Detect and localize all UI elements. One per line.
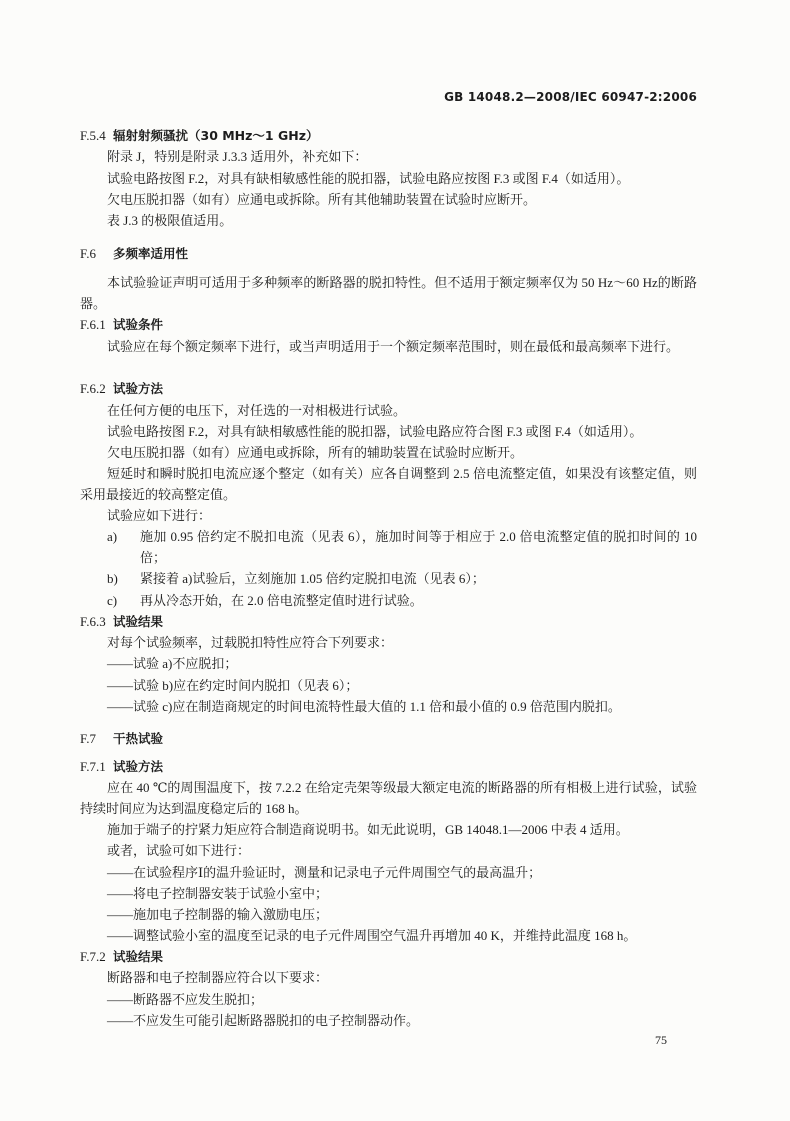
list-item bbox=[107, 568, 697, 589]
heading-f7-2 bbox=[80, 946, 163, 967]
heading-number: F.7 bbox=[80, 731, 96, 746]
paragraph: 本试验验证声明可适用于多种频率的断路器的脱扣特性。但不适用于额定频率仅为 50 Hz～60 Hz的断路器。 bbox=[80, 275, 697, 311]
dash-item: ——调整试验小室的温度至记录的电子元件周围空气温升再增加 40 K，并维持此温度 168 h。 bbox=[107, 928, 637, 943]
paragraph: 欠电压脱扣器（如有）应通电或拆除。所有其他辅助装置在试验时应断开。 bbox=[107, 192, 537, 207]
list-text: 施加 0.95 倍约定不脱扣电流（见表 6），施加时间等于相应于 2.0 倍电流整定值的脱扣时间的 10 倍； bbox=[140, 529, 697, 565]
dash-item: ——试验 a)不应脱扣； bbox=[107, 656, 238, 671]
heading-f6-1 bbox=[80, 314, 163, 335]
heading-number: F.6 bbox=[80, 246, 96, 261]
dash-item: ——试验 b)应在约定时间内脱扣（见表 6）； bbox=[107, 678, 359, 693]
heading-f6 bbox=[80, 243, 188, 264]
heading-title: 干热试验 bbox=[113, 731, 164, 746]
heading-f5-4 bbox=[80, 125, 318, 146]
paragraph: 试验电路按图 F.2，对具有缺相敏感性能的脱扣器，试验电路应符合图 F.3 或图 F.4（如适用）。 bbox=[107, 424, 643, 439]
heading-number: F.5.4 bbox=[80, 128, 106, 143]
paragraph: 附录 J，特别是附录 J.3.3 适用外，补充如下： bbox=[107, 149, 368, 164]
paragraph: 短延时和瞬时脱扣电流应逐个整定（如有关）应各自调整到 2.5 倍电流整定值，如果没有该整定值，则采用最接近的较高整定值。 bbox=[80, 466, 697, 502]
heading-title: 试验结果 bbox=[113, 949, 164, 964]
heading-title: 试验条件 bbox=[113, 317, 164, 332]
heading-number: F.7.2 bbox=[80, 949, 106, 964]
dash-item: ——断路器不应发生脱扣； bbox=[107, 992, 264, 1007]
paragraph: 试验应在每个额定频率下进行，或当声明适用于一个额定频率范围时，则在最低和最高频率下进行。 bbox=[107, 339, 680, 354]
paragraph: 欠电压脱扣器（如有）应通电或拆除，所有的辅助装置在试验时应断开。 bbox=[107, 445, 524, 460]
heading-f7 bbox=[80, 728, 163, 749]
heading-title: 试验方法 bbox=[113, 759, 164, 774]
heading-number: F.7.1 bbox=[80, 759, 106, 774]
list-text: 紧接着 a)试验后，立刻施加 1.05 倍约定脱扣电流（见表 6）； bbox=[140, 571, 485, 586]
heading-number: F.6.2 bbox=[80, 381, 106, 396]
paragraph: 断路器和电子控制器应符合以下要求： bbox=[107, 970, 329, 985]
page-number: 75 bbox=[655, 1033, 667, 1047]
list-label: c) bbox=[107, 593, 118, 608]
paragraph: 表 J.3 的极限值适用。 bbox=[107, 213, 233, 228]
dash-item: ——试验 c)应在制造商规定的时间电流特性最大值的 1.1 倍和最小值的 0.9 倍范围内脱扣。 bbox=[107, 699, 621, 714]
list-text: 再从冷态开始，在 2.0 倍电流整定值时进行试验。 bbox=[140, 593, 423, 608]
heading-title: 辐射射频骚扰（30 MHz～1 GHz） bbox=[113, 128, 319, 143]
heading-title: 多频率适用性 bbox=[113, 246, 189, 261]
paragraph: 试验应如下进行： bbox=[107, 508, 212, 523]
heading-f7-1 bbox=[80, 756, 163, 777]
paragraph: 在任何方便的电压下，对任选的一对相极进行试验。 bbox=[107, 403, 407, 418]
heading-number: F.6.3 bbox=[80, 614, 106, 629]
dash-item: ——将电子控制器安装于试验小室中； bbox=[107, 886, 329, 901]
paragraph: 应在 40 ℃的周围温度下，按 7.2.2 在给定壳架等级最大额定电流的断路器的所有相极上进行试验，试验持续时间应为达到温度稳定后的 168 h。 bbox=[80, 780, 697, 816]
heading-title: 试验方法 bbox=[113, 381, 164, 396]
list-label: b) bbox=[107, 571, 118, 586]
paragraph: 或者，试验可如下进行： bbox=[107, 843, 251, 858]
heading-f6-2 bbox=[80, 378, 163, 399]
paragraph: 试验电路按图 F.2，对具有缺相敏感性能的脱扣器，试验电路应按图 F.3 或图 F.4（如适用）。 bbox=[107, 171, 630, 186]
list-item bbox=[107, 526, 697, 568]
standard-code-header: GB 14048.2—2008/IEC 60947-2:2006 bbox=[444, 90, 697, 104]
paragraph: 对每个试验频率，过载脱扣特性应符合下列要求： bbox=[107, 635, 394, 650]
dash-item: ——不应发生可能引起断路器脱扣的电子控制器动作。 bbox=[107, 1013, 420, 1028]
dash-item: ——在试验程序Ⅰ的温升验证时，测量和记录电子元件周围空气的最高温升； bbox=[107, 865, 542, 880]
heading-number: F.6.1 bbox=[80, 317, 106, 332]
list-label: a) bbox=[107, 529, 118, 544]
list-item bbox=[107, 590, 697, 611]
heading-f6-3 bbox=[80, 611, 163, 632]
paragraph: 施加于端子的拧紧力矩应符合制造商说明书。如无此说明，GB 14048.1—2006 中表 4 适用。 bbox=[107, 822, 629, 837]
dash-item: ——施加电子控制器的输入激励电压； bbox=[107, 907, 329, 922]
heading-title: 试验结果 bbox=[113, 614, 164, 629]
